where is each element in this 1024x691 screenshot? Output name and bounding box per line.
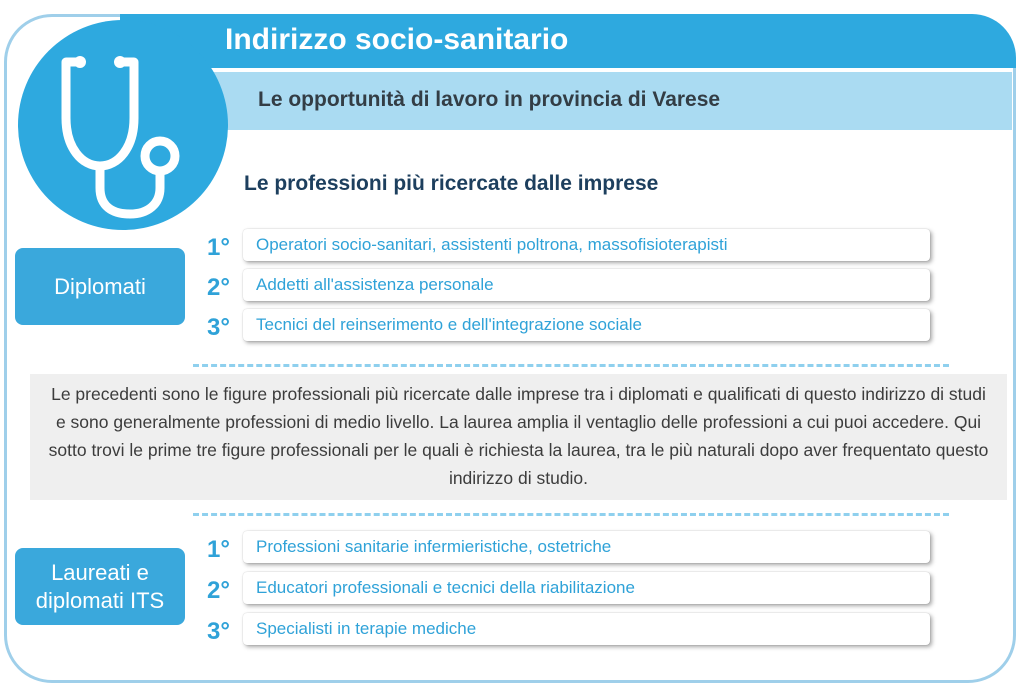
icon-badge [18, 20, 228, 230]
laureati-item-1: Professioni sanitarie infermieristiche, ostetriche [243, 531, 930, 563]
laureati-label [15, 548, 185, 625]
page-subtitle: Le opportunità di lavoro in provincia di Varese [258, 88, 721, 111]
laureati-rank-1: 1° [207, 536, 230, 563]
laureati-item-2: Educatori professionali e tecnici della riabilitazione [243, 572, 930, 604]
laureati-label-line1: Laureati e [51, 559, 149, 585]
diplomati-rank-3: 3° [207, 314, 230, 341]
laureati-rank-3: 3° [207, 618, 230, 645]
stethoscope-icon [18, 20, 228, 230]
diplomati-item-2: Addetti all'assistenza personale [243, 269, 930, 301]
laureati-label-line2: diplomati ITS [35, 587, 165, 613]
laureati-item-3: Specialisti in terapie mediche [243, 613, 930, 645]
diplomati-rank-1: 1° [207, 234, 230, 261]
divider-bottom [193, 513, 949, 516]
note-box [30, 374, 1007, 500]
page-title: Indirizzo socio-sanitario [225, 23, 569, 56]
note-text: Le precedenti sono le figure professionali più ricercate dalle imprese tra i diplomati e qualificati di questo indirizzo di studi e sono generalmente professioni di medio livello. La laurea amplia il ventaglio delle professioni a cui puoi accedere. Qui sotto trovi le prime tre figure professionali per le quali è richiesta la laurea, tra le più naturali dopo aver frequentato questo indirizzo di studio. [48, 384, 989, 488]
diplomati-label [15, 248, 185, 325]
diplomati-item-3: Tecnici del reinserimento e dell'integrazione sociale [243, 309, 930, 341]
divider-top [193, 364, 949, 367]
laureati-rank-2: 2° [207, 577, 230, 604]
section-heading: Le professioni più ricercate dalle imprese [244, 172, 659, 195]
diplomati-rank-2: 2° [207, 274, 230, 301]
diplomati-item-1: Operatori socio-sanitari, assistenti poltrona, massofisioterapisti [243, 229, 930, 261]
diplomati-label-text: Diplomati [54, 273, 146, 299]
